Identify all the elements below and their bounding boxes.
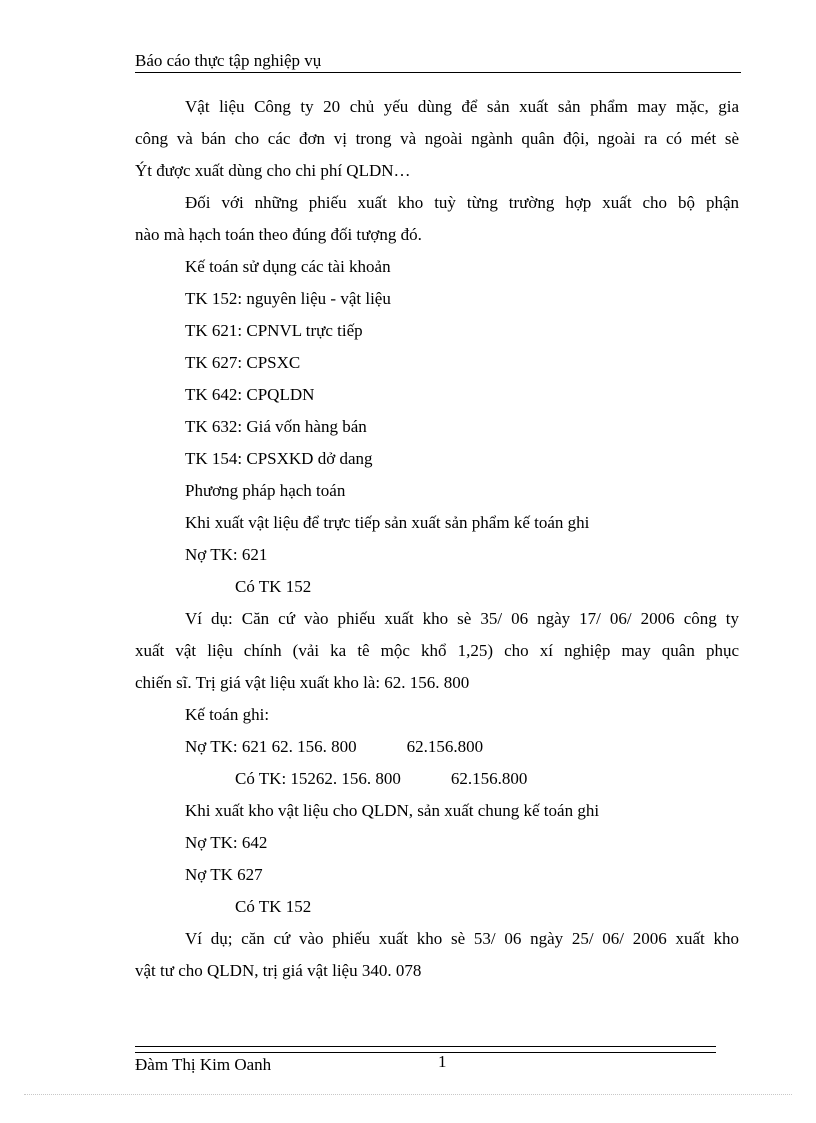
paragraph-line: nào mà hạch toán theo đúng đối tượng đó. [135, 225, 422, 244]
page-number: 1 [438, 1052, 447, 1071]
paragraph-line: Vật liệu Công ty 20 chủ yếu dùng để sản xuất sản phẩm may mặc, gia [185, 97, 739, 116]
entry-credit-amount: 62.156.800 [450, 769, 528, 788]
entry-debit-amount: 62.156.800 [406, 737, 484, 756]
paragraph-line: công và bán cho các đơn vị trong và ngoài ngành quân đội, ngoài ra có mét sè [135, 129, 739, 148]
entry-debit-line: Nợ TK: 642 [185, 833, 268, 852]
paragraph-line: Ví dụ; căn cứ vào phiếu xuất kho sè 53/ 06 ngày 25/ 06/ 2006 xuất kho [185, 929, 739, 948]
entry-debit-line [135, 731, 739, 763]
paragraph-line: Kế toán ghi: [185, 705, 270, 724]
account-line: TK 632: Giá vốn hàng bán [185, 417, 367, 436]
account-line: TK 627: CPSXC [185, 353, 301, 372]
paragraph-line: Phương pháp hạch toán [185, 481, 346, 500]
paragraph-line: Ví dụ: Căn cứ vào phiếu xuất kho sè 35/ 06 ngày 17/ 06/ 2006 công ty [185, 609, 739, 628]
paragraph-line: chiến sĩ. Trị giá vật liệu xuất kho là: 62. 156. 800 [135, 673, 470, 692]
page-header [135, 50, 741, 73]
account-line: TK 154: CPSXKD dở dang [185, 449, 373, 468]
entry-credit-line: Có TK 152 [235, 577, 312, 596]
footer-author: Đàm Thị Kim Oanh [135, 1055, 272, 1074]
entry-credit-text: Có TK: 15262. 156. 800 [235, 769, 401, 788]
paragraph-line: Khi xuất kho vật liệu cho QLDN, sản xuất chung kế toán ghi [185, 801, 600, 820]
account-line: TK 642: CPQLDN [185, 385, 315, 404]
header-title: Báo cáo thực tập nghiệp vụ [135, 51, 322, 70]
account-line: TK 152: nguyên liệu - vật liệu [185, 289, 391, 308]
paragraph-line: Đối với những phiếu xuất kho tuỳ từng trường hợp xuất cho bộ phận [185, 193, 739, 212]
paragraph-line: Kế toán sử dụng các tài khoản [185, 257, 391, 276]
document-body [135, 91, 739, 987]
paragraph-line: xuất vật liệu chính (vải ka tê mộc khổ 1,25) cho xí nghiệp may quân phục [135, 641, 739, 660]
entry-credit-line [135, 763, 739, 795]
paragraph-line: vật tư cho QLDN, trị giá vật liệu 340. 078 [135, 961, 422, 980]
footer-divider [135, 1046, 716, 1053]
entry-debit-text: Nợ TK: 621 62. 156. 800 [185, 737, 357, 756]
page-bottom-divider [24, 1094, 792, 1095]
account-line: TK 621: CPNVL trực tiếp [185, 321, 363, 340]
entry-debit-line: Nợ TK 627 [185, 865, 263, 884]
paragraph-line: Ýt được xuất dùng cho chi phí QLDN… [135, 161, 411, 180]
entry-credit-line: Có TK 152 [235, 897, 312, 916]
entry-debit-line: Nợ TK: 621 [185, 545, 268, 564]
paragraph-line: Khi xuất vật liệu để trực tiếp sản xuất sản phẩm kế toán ghi [185, 513, 590, 532]
